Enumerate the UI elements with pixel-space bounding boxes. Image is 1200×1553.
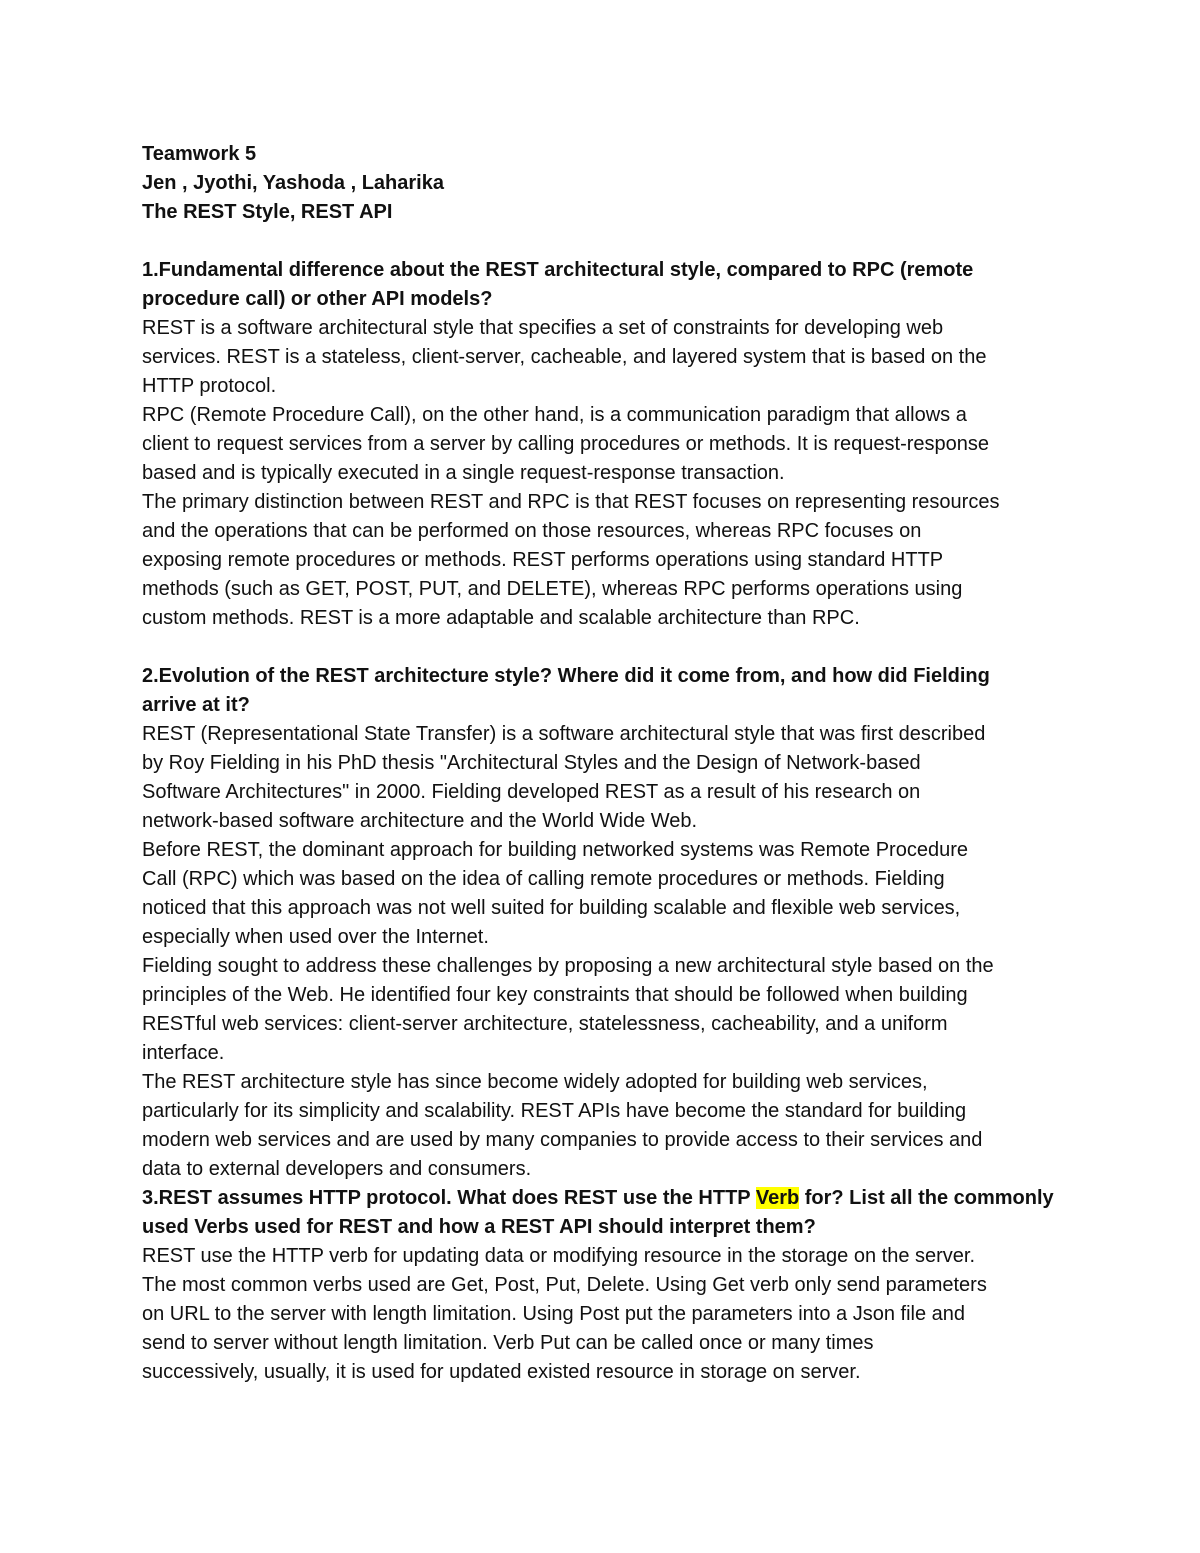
answer-1-line: based and is typically executed in a single request-response transaction. [142,462,785,484]
answer-2-line: Software Architectures" in 2000. Fielding developed REST as a result of his research on [142,781,921,803]
answer-2-line: data to external developers and consumers. [142,1158,532,1180]
answer-1-line: client to request services from a server by calling procedures or methods. It is request-response [142,433,990,455]
answer-1-line: RPC (Remote Procedure Call), on the other hand, is a communication paradigm that allows a [142,404,967,426]
doc-topic: The REST Style, REST API [142,201,393,223]
question-3-text: 3.REST assumes HTTP protocol. What does REST use the HTTP [142,1187,756,1209]
question-2-section [142,662,1067,1184]
question-3-heading: used Verbs used for REST and how a REST API should interpret them? [142,1216,816,1238]
answer-1-line: services. REST is a stateless, client-server, cacheable, and layered system that is based on the [142,346,987,368]
question-3-heading [142,1184,1067,1213]
answer-2-line: The REST architecture style has since become widely adopted for building web services, [142,1071,928,1093]
question-1-section [142,256,1067,633]
answer-1-line: and the operations that can be performed on those resources, whereas RPC focuses on [142,520,922,542]
answer-2-line: Fielding sought to address these challenges by proposing a new architectural style based on the [142,955,994,977]
answer-3-line: successively, usually, it is used for updated existed resource in storage on server. [142,1361,861,1383]
question-3-section [142,1184,1067,1387]
answer-1-line: HTTP protocol. [142,375,277,397]
answer-2-line: Call (RPC) which was based on the idea of calling remote procedures or methods. Fielding [142,868,945,890]
spacer [142,633,1067,662]
answer-3-line: on URL to the server with length limitation. Using Post put the parameters into a Json file and [142,1303,966,1325]
answer-2-line: Before REST, the dominant approach for building networked systems was Remote Procedure [142,839,968,861]
question-3-text: for? List all the commonly [799,1187,1054,1209]
answer-3-line: REST use the HTTP verb for updating data or modifying resource in the storage on the server. [142,1245,976,1267]
answer-3-line: The most common verbs used are Get, Post, Put, Delete. Using Get verb only send parameters [142,1274,987,1296]
question-1-heading: 1.Fundamental difference about the REST architectural style, compared to RPC (remote [142,259,974,281]
question-2-heading: 2.Evolution of the REST architecture style? Where did it come from, and how did Fielding [142,665,990,687]
answer-2-line: particularly for its simplicity and scalability. REST APIs have become the standard for building [142,1100,967,1122]
answer-2-line: network-based software architecture and the World Wide Web. [142,810,698,832]
question-2-heading: arrive at it? [142,694,250,716]
answer-2-line: noticed that this approach was not well suited for building scalable and flexible web services, [142,897,961,919]
question-1-heading: procedure call) or other API models? [142,288,493,310]
answer-2-line: REST (Representational State Transfer) is a software architectural style that was first described [142,723,986,745]
answer-3-line: send to server without length limitation. Verb Put can be called once or many times [142,1332,874,1354]
answer-1-line: REST is a software architectural style that specifies a set of constraints for developing web [142,317,944,339]
answer-2-line: interface. [142,1042,225,1064]
answer-2-line: by Roy Fielding in his PhD thesis "Architectural Styles and the Design of Network-based [142,752,921,774]
answer-1-line: exposing remote procedures or methods. REST performs operations using standard HTTP [142,549,944,571]
doc-title: Teamwork 5 [142,143,257,165]
team-members: Jen , Jyothi, Yashoda , Laharika [142,172,444,194]
answer-2-line: especially when used over the Internet. [142,926,489,948]
answer-1-line: The primary distinction between REST and RPC is that REST focuses on representing resources [142,491,1000,513]
answer-2-line: RESTful web services: client-server architecture, statelessness, cacheability, and a uniform [142,1013,948,1035]
document-page [142,140,1067,1387]
answer-2-line: principles of the Web. He identified four key constraints that should be followed when building [142,984,968,1006]
highlighted-verb: Verb [755,1187,800,1209]
spacer [142,227,1067,256]
answer-2-line: modern web services and are used by many companies to provide access to their services and [142,1129,983,1151]
answer-1-line: methods (such as GET, POST, PUT, and DELETE), whereas RPC performs operations using [142,578,963,600]
answer-1-line: custom methods. REST is a more adaptable and scalable architecture than RPC. [142,607,860,629]
